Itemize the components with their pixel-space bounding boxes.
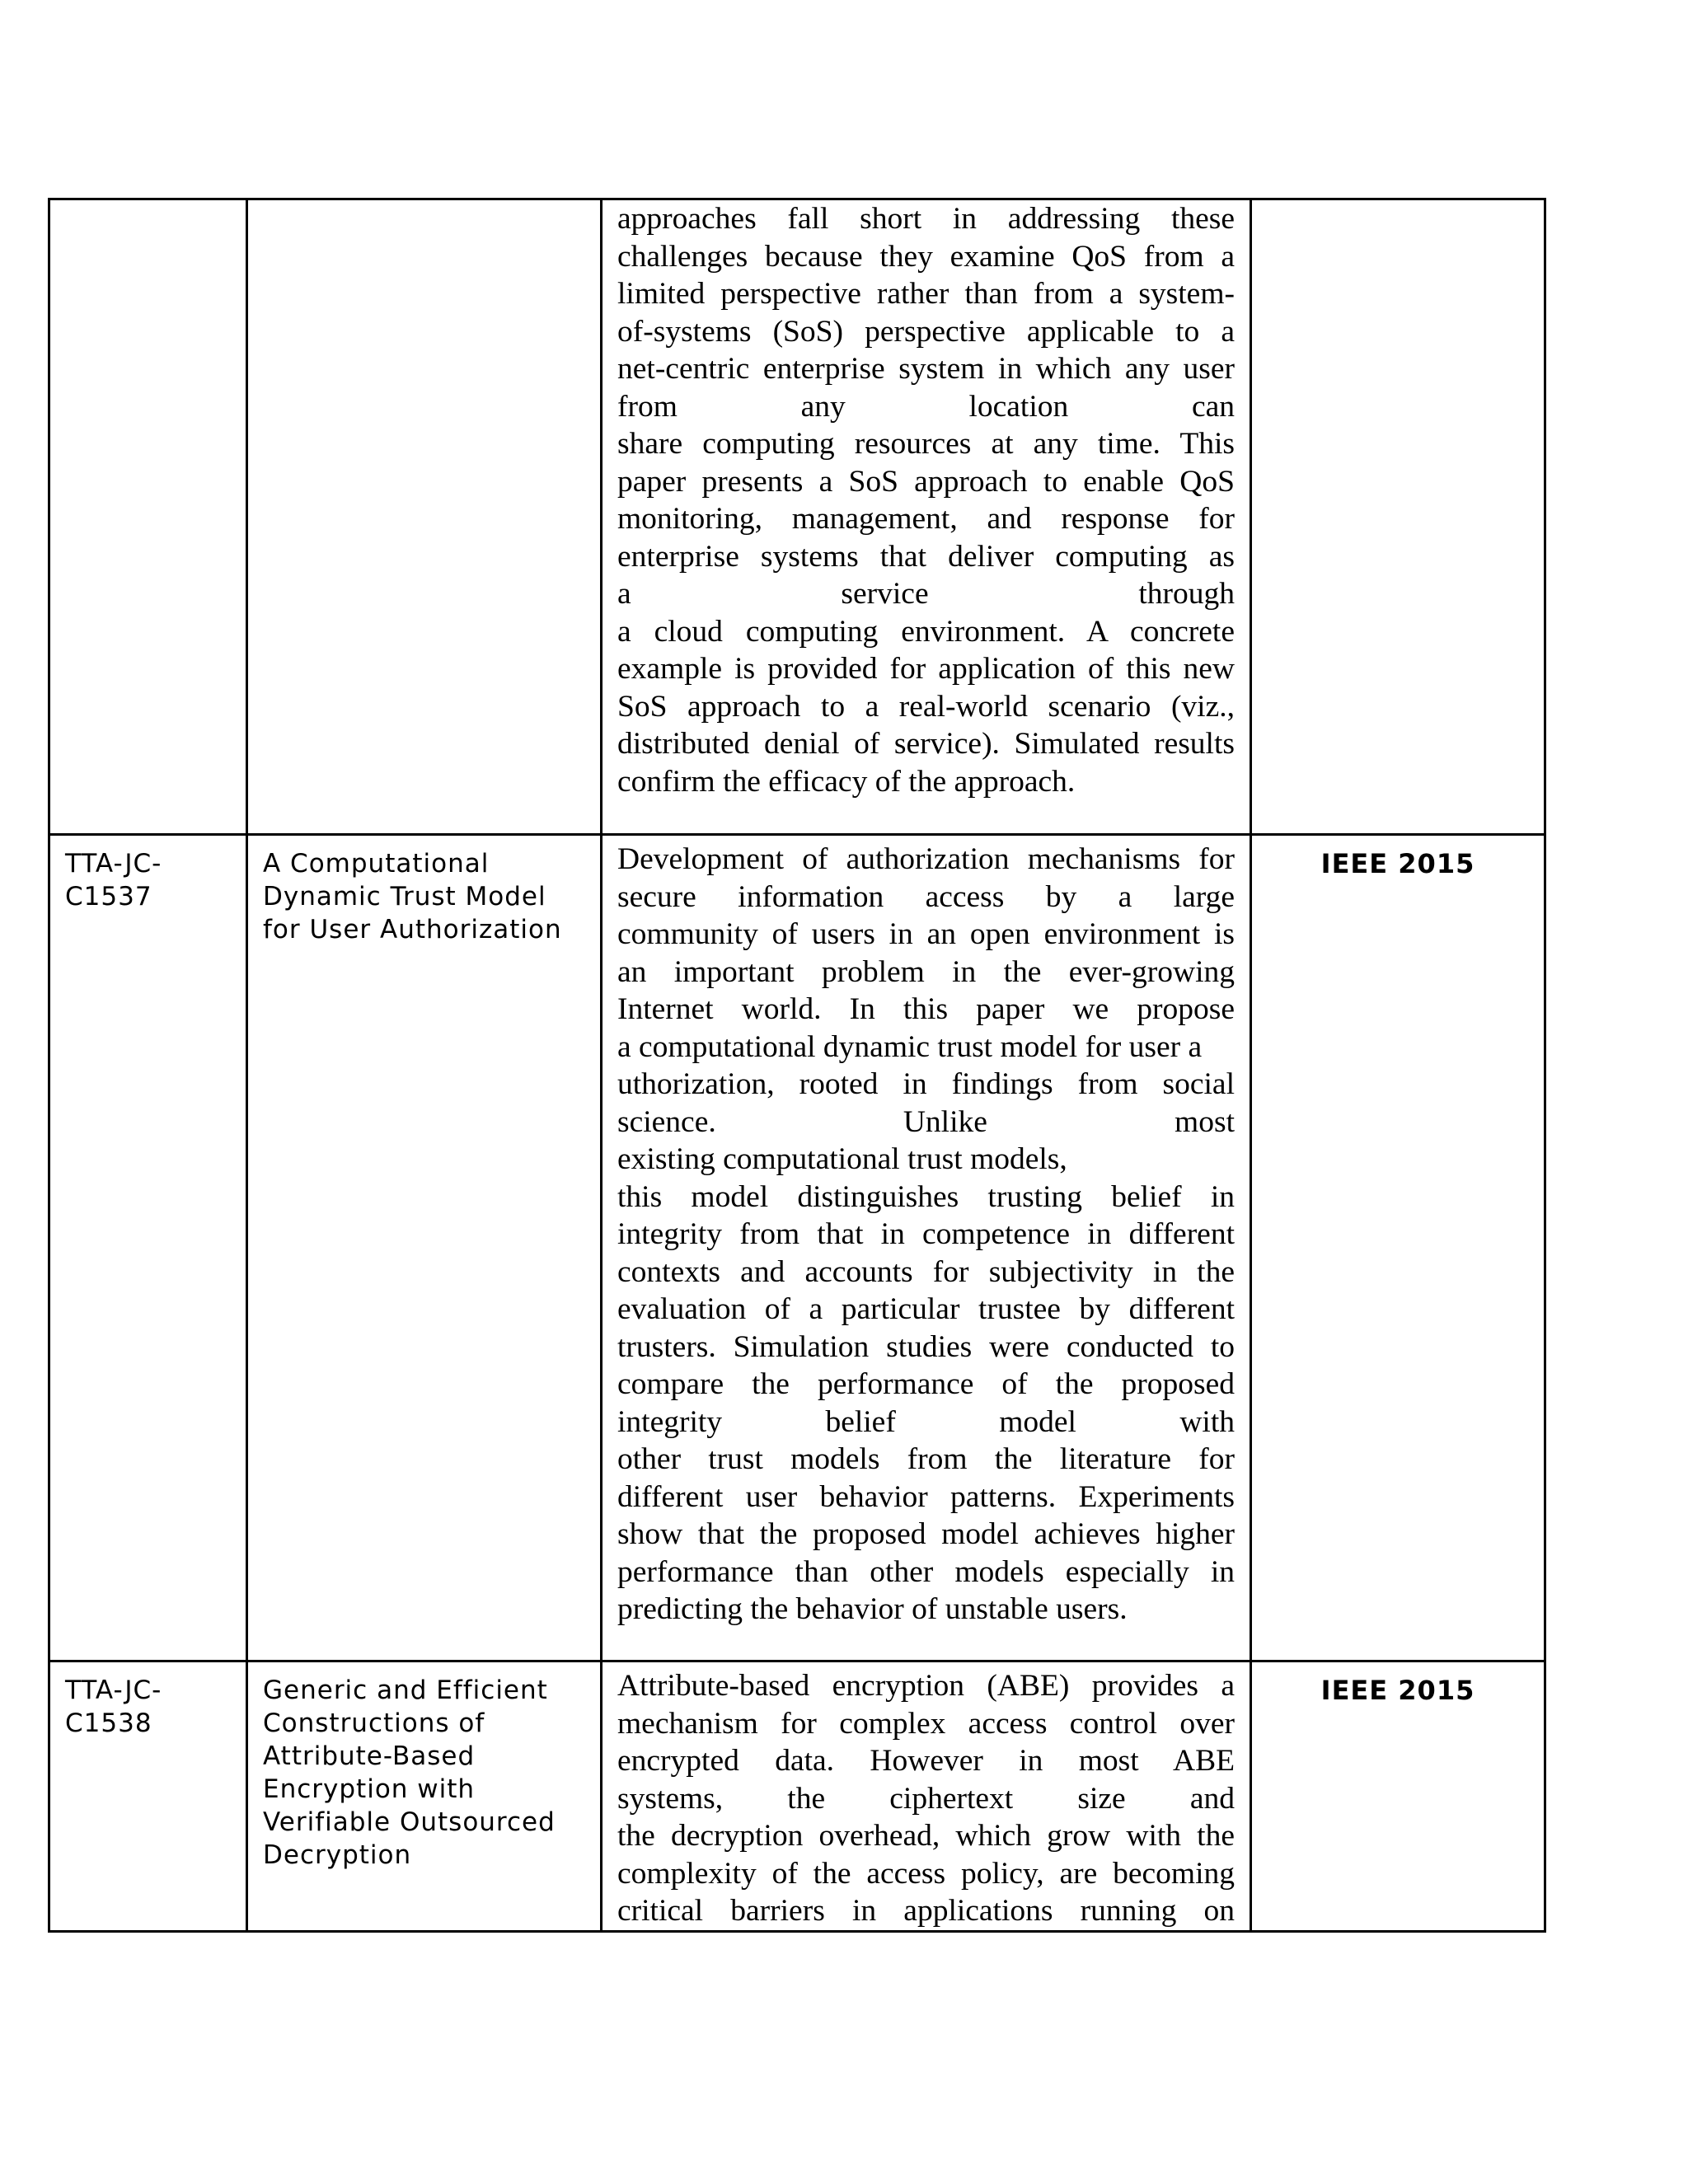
abstract-line: the decryption overhead, which grow with the [617, 1819, 1235, 1853]
table-row [49, 835, 1545, 1661]
abstract-line: science. Unlike most [617, 1104, 1235, 1139]
code-cell [49, 835, 247, 1661]
project-year: IEEE 2015 [1320, 1675, 1475, 1706]
abstract-line: an important problem in the ever-growing [617, 954, 1235, 989]
project-code [50, 200, 246, 212]
abstract-line: compare the performance of the proposed [617, 1367, 1235, 1401]
abstract-line: challenges because they examine QoS from a [617, 239, 1235, 274]
abstract-line: predicting the behavior of unstable users. [617, 1592, 1128, 1626]
code-cell [49, 199, 247, 835]
abstract-line: a computational dynamic trust model for user a [617, 1029, 1203, 1064]
abstract-line: confirm the efficacy of the approach. [617, 764, 1076, 799]
project-year [1252, 200, 1544, 212]
abstract-line: paper presents a SoS approach to enable QoS [617, 464, 1235, 499]
abstract-line: net-centric enterprise system in which any user [617, 352, 1235, 386]
abstract-line: approaches fall short in addressing these [617, 202, 1235, 236]
abstract-line: from any location can [617, 389, 1235, 424]
abstract-line: systems, the ciphertext size and [617, 1781, 1235, 1816]
abstract-line: Attribute-based encryption (ABE) provides a [617, 1669, 1235, 1703]
abstract-line: uthorization, rooted in findings from social [617, 1067, 1235, 1101]
title-cell [247, 1661, 602, 1932]
abstract-line: integrity from that in competence in different [617, 1217, 1235, 1251]
project-abstract [603, 1662, 1250, 1930]
abstract-line: monitoring, management, and response for [617, 502, 1235, 536]
abstract-line: limited perspective rather than from a system- [617, 277, 1235, 311]
project-year: IEEE 2015 [1320, 848, 1475, 879]
code-cell [49, 1661, 247, 1932]
projects-table [48, 198, 1546, 1933]
project-title: A Computational Dynamic Trust Model for User Authorization [263, 849, 562, 944]
abstract-line: a cloud computing environment. A concrete [617, 614, 1235, 649]
abstract-line: distributed denial of service). Simulated results [617, 727, 1235, 761]
project-title: Generic and Efficient Constructions of Attribute-Based Encryption with Verifiable Outsourced Decryption [263, 1675, 556, 1870]
abstract-line: SoS approach to a real-world scenario (viz., [617, 689, 1235, 724]
abstract-line: other trust models from the literature for [617, 1442, 1235, 1476]
abstract-line: performance than other models especially in [617, 1554, 1235, 1589]
abstract-line: complexity of the access policy, are becoming [617, 1856, 1235, 1891]
abstract-line: community of users in an open environment is [617, 917, 1235, 951]
abstract-line: integrity belief model with [617, 1404, 1235, 1439]
year-cell [1251, 199, 1545, 835]
table-row [49, 199, 1545, 835]
abstract-line: contexts and accounts for subjectivity in the [617, 1254, 1235, 1289]
project-code: TTA-JC- C1537 [65, 849, 162, 912]
abstract-line: Development of authorization mechanisms for [617, 842, 1235, 876]
abstract-line: mechanism for complex access control over [617, 1706, 1235, 1741]
abstract-line: trusters. Simulation studies were conducted to [617, 1329, 1235, 1364]
abstract-line: this model distinguishes trusting belief in [617, 1179, 1235, 1214]
abstract-cell [602, 199, 1251, 835]
project-code: TTA-JC- C1538 [65, 1675, 162, 1738]
abstract-line: evaluation of a particular trustee by different [617, 1292, 1235, 1326]
abstract-line: example is provided for application of this new [617, 652, 1235, 686]
abstract-line: existing computational trust models, [617, 1142, 1067, 1176]
abstract-cell [602, 835, 1251, 1661]
abstract-line: secure information access by a large [617, 879, 1235, 914]
project-abstract [603, 200, 1250, 800]
table-row [49, 1661, 1545, 1932]
abstract-line: share computing resources at any time. This [617, 427, 1235, 461]
abstract-line: enterprise systems that deliver computing as [617, 539, 1235, 574]
abstract-cell [602, 1661, 1251, 1932]
project-title [248, 200, 600, 212]
title-cell [247, 835, 602, 1661]
year-cell [1251, 1661, 1545, 1932]
abstract-line: show that the proposed model achieves higher [617, 1517, 1235, 1551]
abstract-line: a service through [617, 577, 1235, 611]
year-cell [1251, 835, 1545, 1661]
abstract-line: encrypted data. However in most ABE [617, 1744, 1235, 1778]
project-abstract [603, 836, 1250, 1629]
abstract-line: of-systems (SoS) perspective applicable to a [617, 314, 1235, 349]
abstract-line: different user behavior patterns. Experiments [617, 1479, 1235, 1514]
abstract-line: Internet world. In this paper we propose [617, 992, 1235, 1026]
abstract-line: critical barriers in applications running on [617, 1894, 1235, 1928]
title-cell [247, 199, 602, 835]
